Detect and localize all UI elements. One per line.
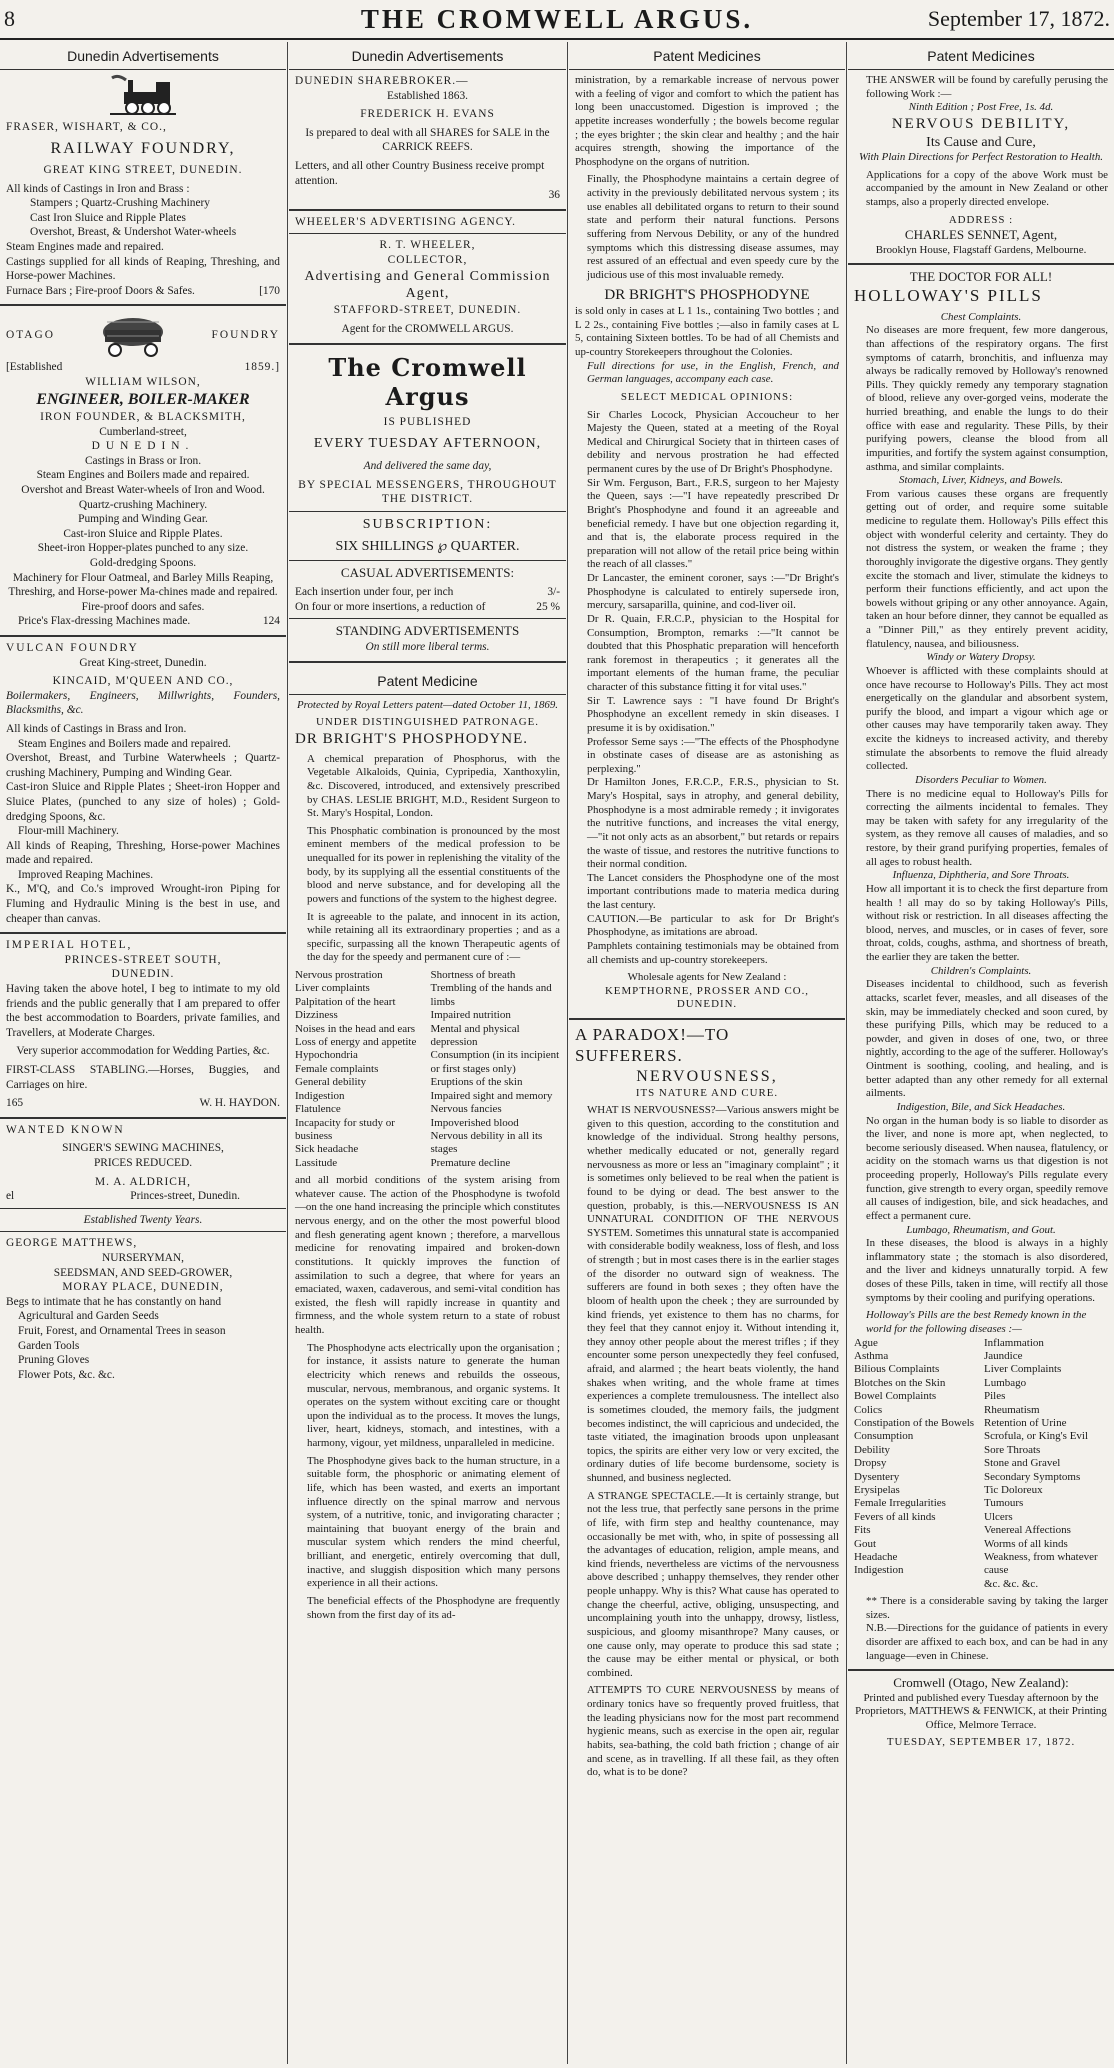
text-line: Established Twenty Years.: [83, 1213, 203, 1226]
divider: [289, 209, 566, 211]
text-line: Brooklyn House, Flagstaff Gardens, Melbourne.: [875, 243, 1087, 256]
paragraph: Finally, the Phosphodyne maintains a certain degree of activity in the previously debilitated nervous system ; its use enables all debilitated organs to return to their sound state and perform their natural functions. Persons suffering from Nervous Debility, or any of the hundred symptoms which this distressing disease assumes, may rest assured of an effectual and even speedy cure by the judicious use of this most invaluable remedy.: [587, 173, 839, 281]
text-line: N.B.—Directions for the guidance of patients in every disorder are affixed to each box, and can be had in any language—even in Chinese.: [866, 1622, 1108, 1662]
wheeler-ad: [295, 215, 560, 337]
text-line: IS PUBLISHED: [383, 415, 472, 428]
list-item: Dropsy: [854, 1457, 887, 1470]
boiler-icon: [93, 310, 173, 360]
list-item: Fevers of all kinds: [854, 1510, 936, 1523]
argus-name: The Cromwell Argus: [328, 352, 527, 411]
text-line: Agent for the CROMWELL ARGUS.: [341, 322, 514, 335]
text-line: All kinds of Castings in Brass and Iron.: [6, 722, 187, 735]
bright-title: DR BRIGHT'S PHOSPHODYNE.: [295, 730, 528, 747]
list-item: Constipation of the Bowels: [854, 1416, 975, 1429]
text-line: Protected by Royal Letters patent—dated October 11, 1869.: [296, 698, 559, 711]
vulcan-foundry-ad: [6, 641, 280, 926]
list-item: Garden Tools: [18, 1339, 80, 1352]
list-item: Impoverished blood: [430, 1116, 519, 1129]
list-item: Blotches on the Skin: [854, 1376, 946, 1389]
text-line: Overshot, Breast, and Turbine Waterwheels ; Quartz-crushing Machinery, Pumping and Winding Gear.: [6, 752, 280, 779]
paragraph: Full directions for use, in the English, French, and German languages, accompany each case.: [587, 359, 839, 386]
wheeler-title: WHEELER'S ADVERTISING AGENCY.: [295, 215, 516, 228]
text-line: NURSERYMAN,: [102, 1251, 184, 1264]
matthews-ad: [6, 1213, 280, 1383]
list-item: Shortness of breath: [430, 969, 516, 982]
argus-publication-ad: [295, 349, 560, 655]
imprint-text: Printed and published every Tuesday afternoon by the Proprietors, MATTHEWS & FENWICK, at their Printing Office, Melmore Terrace.: [855, 1691, 1107, 1731]
text-line: Overshot and Breast Water-wheels of Iron and Wood.: [21, 484, 265, 497]
paragraph: Whoever is afflicted with these complaints should at once have recourse to Holloway's Pills. They act most energetically on the glandular and absorbent system, purify the blood, and impart a vigour which age or other causes may have temporarily taken away. They excite the kidneys to increased activity, and thereby stimulate the absorbents to remove the fluid already collected.: [866, 664, 1108, 773]
otago-foundry-ad: [6, 310, 280, 629]
wanted-head: WANTED KNOWN: [6, 1123, 125, 1136]
text-line: SINGER'S SEWING MACHINES,: [62, 1142, 224, 1155]
diseases-list: [854, 1337, 1108, 1592]
text-line: CASUAL ADVERTISEMENTS:: [340, 564, 515, 580]
section-title: Children's Complaints.: [930, 964, 1032, 977]
paragraph: In these diseases, the blood is always in a highly inflammatory state ; the stomach is also disordered, and the liver and kidneys unnaturally torpid. A few doses of these Pills, taken in time, will rectify all those symptoms by their cooling and purifying operations.: [866, 1237, 1108, 1304]
text-line: Cast-iron Sluice and Ripple Plates.: [63, 527, 223, 540]
imperial-body: Having taken the above hotel, I beg to intimate to my old friends and the public generally that I am prepared to offer the best accommodation to Boarders, private families, and Travellers, at Moderate Charges.: [6, 983, 280, 1039]
text-line: IRON FOUNDER, & BLACKSMITH,: [40, 411, 246, 424]
text-line: Machinery for Flour Oatmeal, and Barley Mills Reaping, Threshirg, and Horse-power Ma-chines made and repaired.: [8, 571, 278, 599]
text-line: All kinds of Reaping, Threshing, Horse-power Machines made and repaired.: [6, 839, 280, 867]
imprint-title: Cromwell (Otago, New Zealand):: [893, 1675, 1069, 1691]
paragraph: How all important it is to check the first departure from health ! all may do so by taking Holloway's Pills, without risk or restriction. In all diseases affecting the blood, nerves, and muscles, or in cases of fever, sore throat, colds, coughs, asthma, and shortness of breath, the earlier they are taken the better.: [866, 882, 1108, 963]
text-line: Overshot, Breast, & Undershot Water-wheels: [30, 226, 237, 239]
text-line: Castings in Brass or Iron.: [84, 454, 202, 467]
text-line: Steam Engines and Boilers made and repaired.: [36, 469, 250, 482]
otago-owner: WILLIAM WILSON,: [85, 376, 201, 388]
paragraph: Professor Seme says :—"The effects of the Phosphodyne in obstinate cases of disease are as astonishing as perplexing.": [587, 735, 839, 775]
list-item: Sore Throats: [984, 1443, 1041, 1456]
text-line: Each insertion under four, per inch: [295, 586, 454, 599]
list-item: Noises in the head and ears: [295, 1022, 416, 1035]
list-item: Nervous prostration: [295, 969, 383, 982]
list-item: Fruit, Forest, and Ornamental Trees in season: [18, 1324, 226, 1337]
divider: [0, 304, 286, 306]
imprint-date: TUESDAY, SEPTEMBER 17, 1872.: [886, 1736, 1076, 1749]
list-item: Impaired sight and memory: [430, 1089, 553, 1102]
divider: [289, 511, 566, 512]
sharebroker-name: FREDERICK H. EVANS: [360, 108, 495, 121]
section-header: Dunedin Advertisements: [0, 42, 286, 70]
text-line: KEMPTHORNE, PROSSER AND CO.,: [604, 984, 810, 997]
ad-number: [170: [259, 284, 280, 297]
paragraph: THE ANSWER will be found by carefully perusing the following Work :—: [866, 74, 1108, 100]
text-line: And delivered the same day,: [363, 460, 492, 473]
text-line: STANDING ADVERTISEMENTS: [335, 623, 520, 639]
sharebroker-ad: [295, 74, 560, 203]
list-item: Secondary Symptoms: [984, 1470, 1081, 1483]
wheeler-name: R. T. WHEELER,: [379, 239, 476, 252]
paragraph: There is no medicine equal to Holloway's Pills for correcting the ailments incidental to females. They may be taken with safety for any irregularity of the system, as they remove all causes of maladies, and so restore, by their grand purifying properties, females of all ages to robust health.: [866, 787, 1108, 868]
section-title: Stomach, Liver, Kidneys, and Bowels.: [899, 474, 1063, 487]
text-line: 25 %: [536, 600, 560, 613]
list-item: Ulcers: [984, 1510, 1013, 1523]
text-line: STAFFORD-STREET, DUNEDIN.: [333, 304, 522, 317]
column-1: [0, 42, 286, 2064]
text-line: Is prepared to deal with all SHARES for SALE in the CARRICK REEFS.: [305, 126, 550, 154]
paragraph: Dr Hamilton Jones, F.R.C.P., F.R.S., physician to St. Mary's Hospital, says in atrophy, and general debility, Phosphodyne is a most admirable remedy ; it invigorates the nutritive functions, and increases the vital energy,—"it not only acts as an absorbent," but retards or repairs the waste of tissue, and restores the nutritive functions to their normal condition.: [587, 776, 839, 871]
paragraph: Sir Wm. Ferguson, Bart., F.R.S, surgeon to her Majesty the Queen, says :—"I have repeatedly prescribed Dr Bright's Phosphodyne and found it an agreeable and beneficial remedy. I have but one objection regarding it, and that is, the elaborate process required in the preparation will not allow of the retail price being within the reach of all classes.": [587, 476, 839, 571]
text-line: PRINCES-STREET SOUTH,: [64, 953, 222, 966]
text-line: NERVOUSNESS,: [636, 1067, 778, 1085]
section-header: Dunedin Advertisements: [289, 42, 566, 70]
list-item: Worms of all kinds: [984, 1537, 1068, 1550]
divider: [0, 1231, 286, 1232]
text-line: Princes-street, Dunedin.: [130, 1190, 240, 1203]
holloway-title: HOLLOWAY'S PILLS: [854, 286, 1043, 306]
text-line: Improved Reaping Machines.: [18, 868, 154, 881]
text-line: SUBSCRIPTION:: [362, 516, 493, 532]
divider: [0, 1117, 286, 1119]
divider: [289, 343, 566, 345]
text-line: Sheet-iron Hopper-plates punched to any size.: [37, 542, 249, 555]
debility-title: NERVOUS DEBILITY,: [891, 115, 1071, 132]
list-item: Nervous fancies: [430, 1103, 502, 1116]
list-item: Nervous debility in all its stages: [430, 1129, 543, 1156]
agent-name: CHARLES SENNET, Agent,: [904, 227, 1058, 243]
text-line: DUNEDIN.: [676, 998, 738, 1011]
ad-number: 36: [548, 189, 560, 202]
list-item: Impaired nutrition: [430, 1009, 511, 1022]
list-item: Lumbago: [984, 1376, 1027, 1389]
list-item: Tumours: [984, 1497, 1024, 1510]
list-item: Gout: [854, 1537, 876, 1550]
list-item: Agricultural and Garden Seeds: [18, 1310, 159, 1323]
list-item: Bilious Complaints: [854, 1363, 940, 1376]
ad-number: 165: [6, 1097, 24, 1110]
paragraph: Sir Charles Locock, Physician Accoucheur to her Majesty the Queen, stated at a meeting of the Royal Medical and Chirurgical Society that in thirteen cases of debility and nervous prostration he had effected permanent cures by the use of Dr Bright's Phosphodyne.: [587, 408, 839, 475]
paragraph: A STRANGE SPECTACLE.—It is certainly strange, but not the less true, that perfectly sane persons in the prime of life, with firm step and healthy countenance, may occasionally be met with, who, in spite of possessing all the advantages of education, religion, ample means, and kind friends, nevertheless are victims of the nervousness above described ; unhappy themselves, they render other people unhappy. Why is this? What cause has operated to change the cheerful, active, obliging, unsuspecting, and uncomplaining youth into the unhappy, drowsy, listless, suspicious, and gloomy misanthrope? Many causes, or one cause only, may operate to produce this sad state ; the cause may be either mental or physical, or both combined.: [587, 1489, 839, 1679]
paragraph: Applications for a copy of the above Work must be accompanied by the amount in New Zealand or other stamps, also a properly directed envelope.: [866, 168, 1108, 208]
list-item: Piles: [984, 1390, 1006, 1403]
imprint: [854, 1675, 1108, 1750]
text-line: Pumping and Winding Gear.: [78, 513, 208, 526]
text-line: Great King-street, Dunedin.: [79, 656, 207, 669]
list-item: Female complaints: [295, 1062, 379, 1075]
text-line: PRICES REDUCED.: [93, 1156, 193, 1169]
text-line: Stampers ; Quartz-Crushing Machinery: [30, 197, 210, 210]
column-rule: [846, 42, 847, 2064]
page-number: 8: [4, 6, 15, 31]
divider: [569, 1018, 845, 1020]
text-line: Its Cause and Cure,: [926, 134, 1036, 150]
bright-title: DR BRIGHT'S PHOSPHODYNE: [604, 287, 810, 304]
masthead: [0, 0, 1114, 40]
text-line: Begs to intimate that he has constantly on hand: [6, 1295, 222, 1308]
list-item: Lassitude: [295, 1156, 338, 1169]
text-line: ADDRESS :: [948, 213, 1014, 226]
paragraph: Pamphlets containing testimonials may be obtained from all chemists and up-country storekeepers.: [587, 939, 839, 966]
wanted-known-ad: [6, 1123, 280, 1204]
list-item: Trembling of the hands and limbs: [430, 982, 552, 1008]
vulcan-name: VULCAN FOUNDRY: [6, 641, 139, 654]
wanted-name: M. A. ALDRICH,: [95, 1175, 191, 1188]
text-line: EVERY TUESDAY AFTERNOON,: [313, 436, 542, 452]
list-item: Debility: [854, 1443, 891, 1456]
imperial-hotel-ad: [6, 938, 280, 1111]
divider: [0, 635, 286, 637]
text-line: Gold-dredging Spoons.: [89, 557, 197, 569]
divider: [848, 263, 1114, 265]
text-line: Cast-iron Sluice and Ripple Plates ; Sheet-iron Hopper and Sluice Plates, (punched to any size of holes) ; Gold-dredging Spoons, &c.: [6, 781, 280, 823]
text-line: DUNEDIN.: [111, 968, 175, 981]
list-item: Flower Pots, &c. &c.: [18, 1368, 115, 1381]
list-item: Hypochondria: [295, 1049, 358, 1062]
divider: [848, 1669, 1114, 1671]
text-line: Advertising and General Commission Agent,: [304, 268, 551, 302]
section-title: Windy or Watery Dropsy.: [926, 651, 1036, 664]
list-item: Colics: [854, 1403, 883, 1416]
text-line: Price's Flax-dressing Machines made.: [18, 615, 191, 628]
divider: [289, 233, 566, 234]
imperial-owner: W. H. HAYDON.: [199, 1097, 280, 1110]
paragraph: The Phosphodyne acts electrically upon the organisation ; for instance, it assists nature to generate the human electricity which renews and rebuilds the osseous, muscular, nervous, membranous, and organic systems. It operates on the system without exciting care or thought upon the individual as to the process. It moves the lungs, liver, heart, kidneys, stomach, and intestines, with a harmony, vigour, yet mildness, unparalleled in medicine.: [307, 1341, 560, 1449]
divider: [289, 661, 566, 663]
text-line: Very superior accommodation for Wedding Parties, &c.: [16, 1045, 270, 1058]
list-item: Eruptions of the skin: [430, 1076, 523, 1089]
paragraph: is sold only in cases at L 1 1s., containing Two bottles ; and L 2 2s., containing Five bottles ;—also in family cases at L 5, containing Sixteen bottles. To be had of all Chemists and up-country Storekeepers throughout the Colonies.: [575, 305, 839, 358]
list-item: Palpitation of the heart: [295, 995, 396, 1008]
matthews-name: GEORGE MATTHEWS,: [6, 1237, 138, 1250]
divider: [0, 1208, 286, 1209]
section-title: Lumbago, Rheumatism, and Gout.: [906, 1223, 1056, 1236]
list-item: Consumption: [854, 1430, 914, 1443]
text-line: Ninth Edition ; Post Free, 1s. 4d.: [908, 101, 1054, 114]
paragraph: A chemical preparation of Phosphorus, with the Vegetable Alkaloids, Quinia, Cypripedia, Xanthoxylin, &c. Discovered, introduced, and extensively prescribed by CHAS. LESLIE BRIGHT, M.D., Resident Surgeon to St. Mary's Hospital, London.: [307, 752, 560, 820]
paragraph: ministration, by a remarkable increase of nervous power with a feeling of vigor and comfort to which the patient has long been unaccustomed. Digestion is improved ; the appetite increases wonderfully ; the bowels become regular ; the eyes brighter ; the skin clear and healthy ; and the hair acquires strength, showing the importance of the Phosphodyne on the organs of nutrition.: [575, 74, 839, 168]
text-line: BY SPECIAL MESSENGERS, THROUGHOUT THE DISTRICT.: [298, 478, 557, 506]
text-line: THE DOCTOR FOR ALL!: [909, 269, 1053, 285]
section-title: Disorders Peculiar to Women.: [915, 773, 1047, 786]
text-line: 1859.]: [244, 361, 280, 374]
list-item: Bowel Complaints: [854, 1390, 937, 1403]
text-line: Steam Engines made and repaired.: [6, 241, 164, 254]
list-item: Mental and physical depression: [430, 1022, 520, 1049]
list-item: Indigestion: [854, 1564, 904, 1577]
divider: [289, 618, 566, 619]
fraser-street: GREAT KING STREET, DUNEDIN.: [43, 164, 243, 177]
holloway-ad: [854, 269, 1108, 1663]
divider: [0, 932, 286, 934]
list-item: Female Irregularities: [854, 1497, 946, 1510]
paragraph: WHAT IS NERVOUSNESS?—Various answers might be given to this question, according to the constitution and knowledge of the individual. Strong healthy persons, whether medically educated or not, generally regard nervousness as more or less an "imaginary complaint" ; it is sometimes only believed to be real when the patient is found to be dying or dead. The best answer to the question, probably, is this.—NERVOUSNESS IS AN UNNATURAL CONDITION OF THE NERVOUS SYSTEM. Sometimes this unnatural state is accompanied with considerable bodily weakness, loss of flesh, and loss of strength ; but in most cases there is in the earlier stages of the disorder no outward sign of weakness. The sufferers are found in both sexes ; they often have the bloom of health upon the cheek ; they are surrounded by kind friends, yet existence to them has no charms, for they feel that they cannot enjoy it. Without intending it, they annoy other people about the merest trifles ; if they encounter some person unexpectedly they feel confused, afraid, and alarmed ; the heart beats violently, the hand shakes when writing, and the whole frame at times experiences a complete tremulousness. The intellect also is sometimes clouded, the memory fails, the judgment becomes indistinct, the will capricious and undecided, the taste vitiated, the imagination broods upon unpleasant topics, the spirits are either very low or very excited, the ordinary duties of life become burdensome, society is shunned, and business neglected.: [587, 1104, 839, 1484]
phosphodyne-ad: [295, 699, 560, 1622]
text-line: Quartz-crushing Machinery.: [78, 498, 208, 511]
issue-date: September 17, 1872.: [927, 6, 1110, 31]
text-line: All kinds of Castings in Iron and Brass :: [6, 182, 190, 195]
list-item: Pruning Gloves: [18, 1354, 90, 1367]
paragraph: Dr Lancaster, the eminent coroner, says :—"Dr Bright's Phosphodyne is calculated to entirely supersede iron, mercury, sarsaparilla, quinine, and cod-liver oil.: [587, 572, 839, 612]
list-item: Scrofula, or King's Evil: [984, 1430, 1089, 1443]
foundry-word: FOUNDRY: [211, 329, 280, 342]
column-rule: [287, 42, 288, 2064]
section-title: Influenza, Diphtheria, and Sore Throats.: [892, 869, 1070, 882]
railway-foundry: RAILWAY FOUNDRY,: [50, 139, 236, 157]
list-item: Headache: [854, 1551, 898, 1563]
paragraph: Dr R. Quain, F.R.C.P., physician to the Hospital for Consumption, Brompton, remarks :—"It cannot be doubted that this Phosphatic preparation will henceforth rank foremost in therapeutics ; it generates all the important elements of the human frame, the peculiar character of this substance fitting it for vital uses.": [587, 612, 839, 693]
newspaper-title: THE CROMWELL ARGUS.: [360, 4, 754, 34]
text-line: ** There is a considerable saving by taking the larger sizes.: [866, 1595, 1108, 1621]
list-item: Venereal Affections: [984, 1524, 1071, 1537]
text-line: COLLECTOR,: [387, 253, 468, 266]
list-item: Dizziness: [295, 1009, 338, 1022]
list-item: Consumption (in its incipient or first stages only): [430, 1049, 560, 1075]
text-line: Cumberland-street,: [99, 425, 187, 438]
fraser-wishart-ad: [6, 74, 280, 298]
text-line: Flour-mill Machinery.: [18, 825, 119, 838]
paragraph: No diseases are more frequent, few more dangerous, than affections of the respiratory organs. The first symptoms of catarrh, bronchitis, and influenza may always be radically removed by Holloway's renowned Pills. They quickly remedy any temporary stagnation of blood, relieve any over-gorged veins, moderate the hurried breathing, and enable the lungs to do their office with ease and regularity. These Pills, by their purifying powers, cleanse the blood from all impurities, and fortify the system against consumption, asthma, and similar complaints.: [866, 324, 1108, 473]
text-line: K., M'Q, and Co.'s improved Wrought-iron Piping for Fluming and Hydraulic Mining is the best in use, and cheaper than canvas.: [6, 883, 280, 925]
text-line: On still more liberal terms.: [365, 641, 490, 654]
list-item: Loss of energy and appetite: [295, 1036, 417, 1049]
list-item: Premature decline: [430, 1156, 511, 1169]
list-item: Stone and Gravel: [984, 1457, 1061, 1470]
paragraph: Sir T. Lawrence says : "I have found Dr Bright's Phosphodyne an excellent remedy in skin diseases. I presume it is by oxidisation.": [587, 694, 839, 734]
paragraph: CAUTION.—Be particular to ask for Dr Bright's Phosphodyne, as imitations are abroad.: [587, 912, 839, 939]
paragraph: It is agreeable to the palate, and innocent in its action, while retaining all its extraordinary properties ; and as a specific, surpassing all the known Therapeutic agents of the day for the speedy and permanent cure of :—: [307, 910, 560, 964]
list-item: Flatulence: [295, 1103, 341, 1116]
text-line: On four or more insertions, a reduction of: [295, 600, 486, 613]
list-item: Sick headache: [295, 1143, 359, 1156]
text-line: SEEDSMAN, AND SEED-GROWER,: [53, 1266, 233, 1279]
text-line: Letters, and all other Country Business receive prompt attention.: [295, 159, 545, 187]
text-line: MORAY PLACE, DUNEDIN,: [62, 1281, 224, 1294]
list-item: Tic Doloreux: [984, 1483, 1043, 1496]
paragraph: From various causes these organs are frequently getting out of order, and require some suitable medicine to regulate them. Holloway's Pills effect this object with wonderful celerity and certainty. They do not distress the system, or weaken the frame ; they thoroughly invigorate the digestive organs. They gently excite the stomach and liver, stimulate the kidneys to perform their functions efficiently, and act upon the bowels without griping or any other annoyance. Again, taken an hour before dinner, they cannot be equalled as a "Dinner Pill," as they entirely prevent acidity, flatulency, nausea, and biliousness.: [866, 487, 1108, 650]
text-line: Holloway's Pills are the best Remedy known in the world for the following diseases :—: [866, 1309, 1087, 1335]
list-item: Incapacity for study or business: [295, 1116, 395, 1142]
ailments-list: [295, 969, 560, 1170]
paragraph: Diseases incidental to childhood, such as feverish attacks, scarlet fever, measles, and all diseases of the skin, may be immediately checked and soon cured, by these purifying Pills, which may be reduced to a powder, and given in doses of one, two, or three nightly, according to the age of the sufferer. Holloway's Ointment is soothing, cooling, and healing, and is better adapted than any other remedy for all external ailments.: [866, 978, 1108, 1100]
text-line: ITS NATURE AND CURE.: [635, 1086, 779, 1099]
text-line: With Plain Directions for Perfect Restoration to Health.: [858, 151, 1103, 164]
text-line: Furnace Bars ; Fire-proof Doors & Safes.: [6, 284, 195, 297]
text-line: 3/-: [547, 586, 560, 599]
text-line: Steam Engines and Boilers made and repaired.: [18, 737, 231, 750]
section-title: Indigestion, Bile, and Sick Headaches.: [896, 1100, 1066, 1113]
sharebroker-title: DUNEDIN SHAREBROKER.—: [295, 75, 469, 87]
text-line: SIX SHILLINGS ℘ QUARTER.: [335, 538, 520, 554]
section-header: Patent Medicines: [569, 42, 845, 70]
list-item: Liver complaints: [295, 982, 370, 995]
section-header: Patent Medicines: [848, 42, 1114, 70]
fraser-name: FRASER, WISHART, & CO.,: [6, 121, 167, 133]
list-item: Rheumatism: [984, 1403, 1040, 1416]
otago-city: DUNEDIN.: [91, 440, 195, 453]
locomotive-icon: [108, 74, 178, 116]
list-item: Inflammation: [984, 1336, 1044, 1349]
list-item: General debility: [295, 1076, 367, 1089]
column-rule: [567, 42, 568, 2064]
text-line: Established 1863.: [387, 89, 468, 102]
list-item: Asthma: [854, 1349, 889, 1362]
paradox-title: A PARADOX!—TO SUFFERERS.: [575, 1025, 730, 1066]
section-header: Patent Medicine: [289, 667, 566, 695]
text-line: SELECT MEDICAL OPINIONS:: [620, 390, 794, 403]
text-line: Cast Iron Sluice and Ripple Plates: [30, 211, 186, 224]
column-3: [569, 42, 845, 2064]
paradox-ad: [575, 1024, 839, 1780]
paragraph: and all morbid conditions of the system arising from whatever cause. The action of the Phosphodyne is twofold—on the one hand increasing the principle which constitutes nervous energy, and on the other the most powerful blood and flesh generating agent known ; therefore, a marvellous medicine for renovating impaired and broken-down constitutions. It quickly improves the function of assimilation to such a degree, that where for years an emaciated, waxen, cadaverous, and semi-vital condition has existed, the flesh will rapidly increase in quantity and firmness, and the whole system return to a state of robust health.: [295, 1174, 560, 1336]
paragraph: The beneficial effects of the Phosphodyne are frequently shown from the first day of its ad-: [307, 1594, 560, 1621]
list-item: Jaundice: [984, 1349, 1023, 1362]
list-item: Fits: [854, 1524, 871, 1537]
text-line: [Established: [6, 361, 63, 374]
list-item: &c. &c. &c.: [984, 1577, 1039, 1590]
column-2: [289, 42, 566, 2064]
text-line: Wholesale agents for New Zealand :: [627, 971, 787, 984]
vulcan-owners: KINCAID, M'QUEEN AND CO.,: [52, 675, 234, 688]
list-item: Retention of Urine: [984, 1416, 1067, 1429]
section-title: Chest Complaints.: [940, 310, 1022, 323]
ad-number: 124: [262, 615, 280, 628]
paragraph: The Lancet considers the Phosphodyne one of the most important contributions made to materia medica during the last century.: [587, 871, 839, 911]
vulcan-trades: Boilermakers, Engineers, Millwrights, Founders, Blacksmiths, &c.: [6, 689, 280, 717]
list-item: Indigestion: [295, 1089, 345, 1102]
text-line: FIRST-CLASS STABLING.—Horses, Buggies, and Carriages on hire.: [6, 1064, 280, 1091]
list-item: Erysipelas: [854, 1483, 900, 1496]
text-line: Fire-proof doors and safes.: [81, 600, 205, 613]
otago-trade: ENGINEER, BOILER-MAKER: [36, 390, 250, 408]
text-line: Castings supplied for all kinds of Reaping, Threshing, and Horse-power Machines.: [6, 255, 280, 283]
otago-word: OTAGO: [6, 329, 55, 342]
divider: [289, 560, 566, 561]
text-line: el: [6, 1190, 15, 1203]
text-line: UNDER DISTINGUISHED PATRONAGE.: [316, 716, 539, 729]
list-item: Liver Complaints: [984, 1363, 1062, 1376]
imperial-name: IMPERIAL HOTEL,: [6, 939, 133, 952]
list-item: Ague: [854, 1336, 878, 1349]
list-item: Weakness, from whatever cause: [984, 1551, 1098, 1577]
paragraph: ATTEMPTS TO CURE NERVOUSNESS by means of ordinary tonics have so frequently proved fruitless, that the leading physicians now for the most part recommend hygienic means, such as exercise in the open air, regular habits, sea-bathing, the cold bath friction ; change of air and scene, as in travelling. If all these fail, as they often do, what is to be done?: [587, 1684, 839, 1779]
paragraph: The Phosphodyne gives back to the human structure, in a suitable form, the phosphoric or animating element of life, which has been wasted, and exerts an important influence directly on the spinal marrow and nervous system, of a nutritive, tonic, and invigorating character ; maintaining that buoyant energy of the brain and muscular system which renders the mind cheerful, brilliant, and energetic, entirely overcoming that dull, inactive, and sluggish disposition which many persons experience in all their actions.: [307, 1454, 560, 1590]
paragraph: This Phosphatic combination is pronounced by the most eminent members of the medical profession to be unequalled for its power in replenishing the vitality of the body, by its supplying all the essential constituents of the blood and nerve substance, and for developing all the powers and functions of the system to the highest degree.: [307, 824, 560, 905]
column-4: [848, 42, 1114, 2064]
list-item: Dysentery: [854, 1470, 900, 1483]
paragraph: No organ in the human body is so liable to disorder as the liver, and none is more apt, when neglected, to become seriously diseased. When nausea, flatulency, or acidity on the stomach warns us that digestion is not proceeding properly, Holloway's Pills regulate every function, give strength to every organ, speedily remove all causes of indigestion, bile, and sick headaches, and effect a permanent cure.: [866, 1114, 1108, 1222]
